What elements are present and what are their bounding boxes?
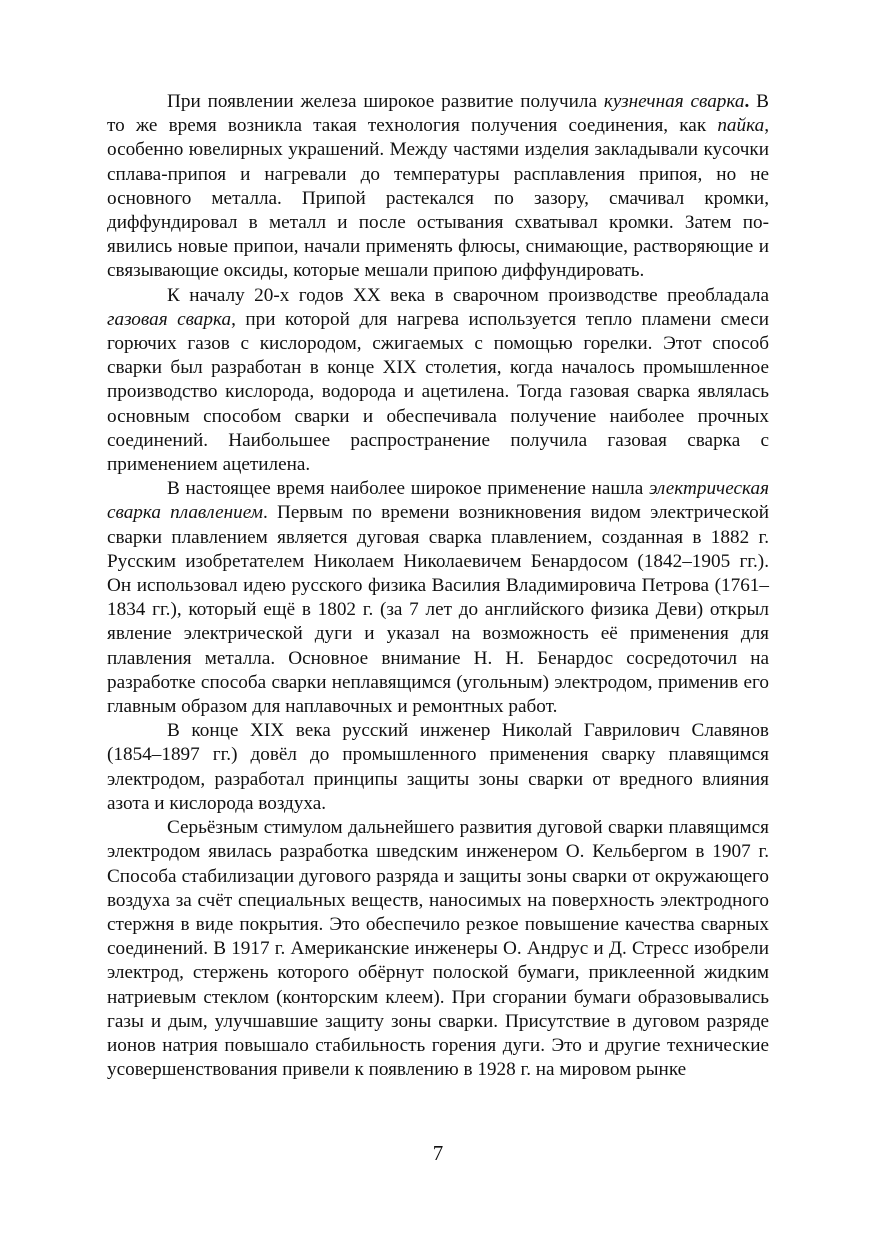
page-number: 7: [432, 1141, 444, 1165]
paragraph-3-text-end: . Первым по времени возникновения видом электрической сварки плавлением является дуговая сварка плавлением, созданная в 1882 г. Русским изобретателем Николаем Николаевичем Бенардосом (1842–1905 гг.). Он использовал идею русского физика Василия Владимировича Петрова (1761–1834 гг.), который ещё в 1802 г. (за 7 лет до английского физика Деви) открыл явление электрической дуги и указал на возможность её применения для плавления металла. Основное внимание Н. Н. Бенардос сосредоточил на разработке способа сварки неплавящимся (угольным) электродом, применив его главным образом для наплавочных и ремонтных работ.: [107, 502, 769, 718]
paragraph-2: [107, 284, 769, 478]
body-text: [107, 90, 769, 1082]
paragraph-1-text-cont: В то же время возникла такая технология получения соединения, как: [107, 91, 769, 137]
paragraph-2-text-end: , при которой для нагрева используется тепло пламени смеси горючих газов с кислородом, сжигаемых с помощью горелки. Этот способ сварки был разработан в конце XIX столетия, когда началось промышленное производство кислорода, водорода и ацетилена. Тогда газовая сварка являлась основным способом сварки и обеспечивала получение наиболее прочных соединений. Наибольшее распространение получила газовая сварка с применением ацетилена.: [107, 308, 770, 476]
paragraph-4-text: В конце XIX века русский инженер Николай Гаврилович Славянов (1854–1897 гг.) довёл до промышленного применения сварку плавящимся электродом, разработал принципы защиты зоны сварки от вредного влияния азота и кислорода воздуха.: [107, 720, 769, 814]
term-period: .: [744, 91, 750, 112]
term-gas-welding: газовая сварка: [107, 308, 232, 330]
term-forge-welding: кузнечная сварка: [603, 91, 745, 112]
paragraph-1-text: При появлении железа широкое развитие получила: [167, 91, 604, 112]
paragraph-3: [107, 477, 769, 719]
paragraph-1-text-end: , особенно ювелирных украшений. Между частями изделия закладывали кусочки сплава-припоя и нагревали до температуры расплавления припоя, но не основного металла. Припой растекался по зазору, смачивал кромки, диффундировал в металл и после остывания схватывал кромки. Затем появились новые припои, начали применять флюсы, снимающие, растворяющие и связывающие оксиды, которые мешали припою диффундировать.: [107, 115, 769, 282]
paragraph-1: [107, 90, 769, 284]
paragraph-5-text: Серьёзным стимулом дальнейшего развития дуговой сварки плавящимся электродом явилась разработка шведским инженером О. Кельбергом в 1907 г. Способа стабилизации дугового разряда и защиты зоны сварки от окружающего воздуха за счёт специальных веществ, наносимых на поверхность электродного стержня в виде покрытия. Это обеспечило резкое повышение качества сварных соединений. В 1917 г. Американские инженеры О. Андрус и Д. Стресс изобрели электрод, стержень которого обёрнут полоской бумаги, приклеенной жидким натриевым стеклом (конторским клеем). При сгорании бумаги образовывались газы и дым, улучшавшие защиту зоны сварки. Присутствие в дуговом разряде ионов натрия повышало стабильность горения дуги. Это и другие технические усовершенствования привели к появлению в 1928 г. на мировом рынке: [107, 817, 769, 1081]
paragraph-5: [107, 816, 769, 1082]
paragraph-3-text: В настоящее время наиболее широкое применение нашла: [167, 478, 649, 500]
paragraph-2-text: К началу 20-х годов XX века в сварочном производстве преобладала: [167, 284, 769, 306]
term-soldering: пайка: [717, 115, 765, 137]
term-electric-fusion-welding: электрическая сварка плавлением: [107, 478, 769, 524]
paragraph-4: [107, 719, 769, 816]
